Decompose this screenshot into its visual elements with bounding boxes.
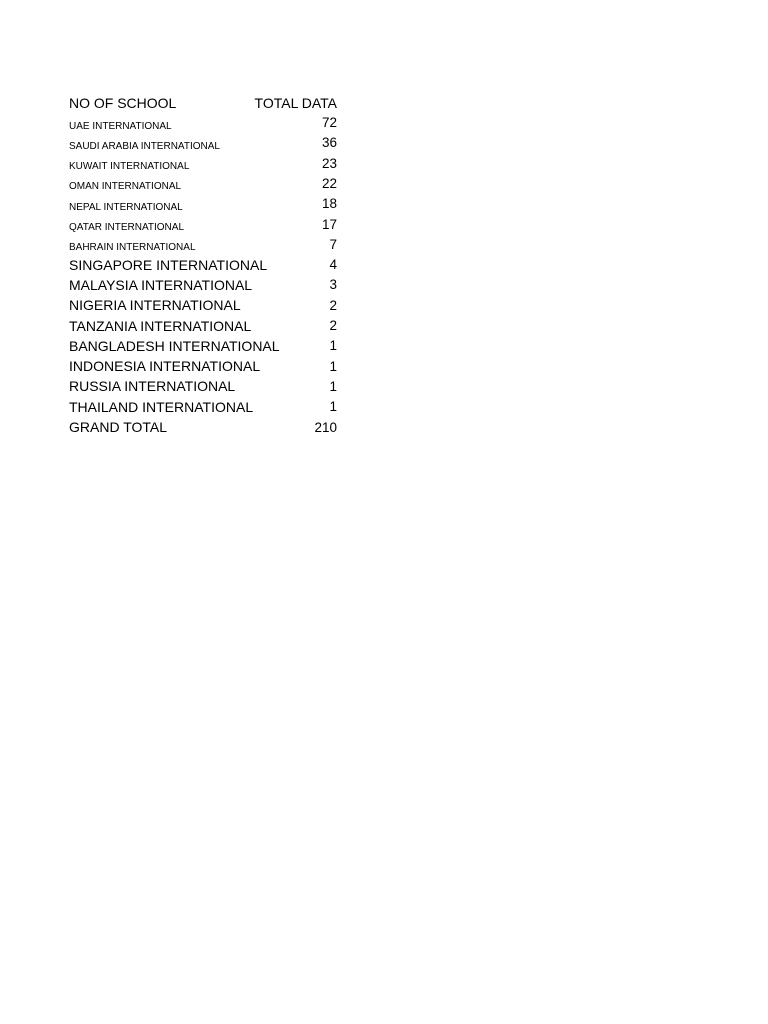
total-data-cell: 23 <box>321 155 337 171</box>
table-row <box>68 112 338 132</box>
header-total-label: TOTAL DATA <box>254 95 337 112</box>
school-name-cell: RUSSIA INTERNATIONAL <box>69 378 236 395</box>
total-data-cell: 1 <box>329 358 337 374</box>
table-header-row <box>68 92 338 112</box>
school-name-cell: KUWAIT INTERNATIONAL <box>69 161 190 173</box>
table-row <box>68 254 338 274</box>
school-name-cell: BANGLADESH INTERNATIONAL <box>69 337 280 354</box>
school-name-cell: UAE INTERNATIONAL <box>69 120 172 132</box>
table-row <box>68 214 338 234</box>
school-name-cell: MALAYSIA INTERNATIONAL <box>69 276 253 293</box>
total-data-cell: 22 <box>321 175 337 191</box>
school-data-table <box>68 92 338 437</box>
total-data-cell: 2 <box>329 297 337 313</box>
total-data-cell: 36 <box>321 135 337 151</box>
table-row <box>68 396 338 416</box>
header-school-label: NO OF SCHOOL <box>69 95 177 112</box>
table-row <box>68 133 338 153</box>
total-data-cell: 17 <box>321 216 337 232</box>
total-data-cell: 18 <box>321 196 337 212</box>
school-name-cell: BAHRAIN INTERNATIONAL <box>69 242 196 254</box>
school-name-cell: NEPAL INTERNATIONAL <box>69 201 183 213</box>
school-name-cell: INDONESIA INTERNATIONAL <box>69 358 261 375</box>
table-row <box>68 275 338 295</box>
school-name-cell: SAUDI ARABIA INTERNATIONAL <box>69 140 220 152</box>
school-name-cell: THAILAND INTERNATIONAL <box>69 398 254 415</box>
table-row <box>68 356 338 376</box>
table-row <box>68 173 338 193</box>
school-name-cell: TANZANIA INTERNATIONAL <box>69 317 252 334</box>
grand-total-value: 210 <box>314 419 337 435</box>
table-row <box>68 336 338 356</box>
total-data-cell: 1 <box>329 338 337 354</box>
school-name-cell: SINGAPORE INTERNATIONAL <box>69 256 268 273</box>
school-name-cell: OMAN INTERNATIONAL <box>69 181 182 193</box>
table-row <box>68 315 338 335</box>
total-data-cell: 7 <box>329 236 337 252</box>
table-row <box>68 153 338 173</box>
school-name-cell: QATAR INTERNATIONAL <box>69 222 185 234</box>
table-row <box>68 376 338 396</box>
grand-total-row <box>68 417 338 437</box>
table-row <box>68 193 338 213</box>
total-data-cell: 1 <box>329 399 337 415</box>
school-name-cell: NIGERIA INTERNATIONAL <box>69 297 241 314</box>
table-row <box>68 295 338 315</box>
table-row <box>68 234 338 254</box>
total-data-cell: 2 <box>329 318 337 334</box>
grand-total-label: GRAND TOTAL <box>69 419 168 436</box>
total-data-cell: 1 <box>329 378 337 394</box>
total-data-cell: 4 <box>329 257 337 273</box>
total-data-cell: 72 <box>321 115 337 131</box>
total-data-cell: 3 <box>329 277 337 293</box>
